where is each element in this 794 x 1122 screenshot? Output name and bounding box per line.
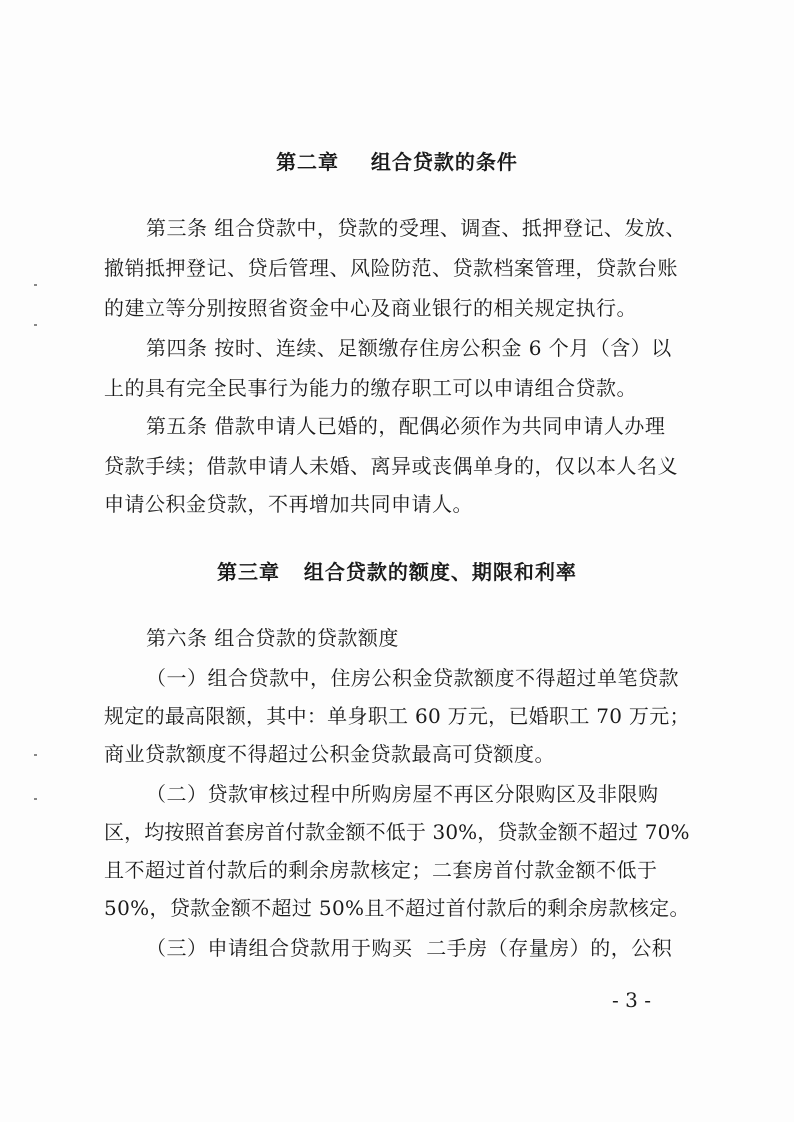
scan-speck	[34, 324, 37, 326]
chapter-2-heading: 第二章 组合贷款的条件	[276, 150, 518, 174]
article-3-line-3: 的建立等分别按照省资金中心及商业银行的相关规定执行。	[104, 296, 637, 320]
scan-speck	[34, 284, 37, 286]
chapter-3-heading: 第三章 组合贷款的额度、期限和利率	[217, 560, 577, 584]
article-6-item-2-line-4: 50%，贷款金额不超过 50%且不超过首付款后的剩余房款核定。	[104, 896, 690, 920]
article-6-item-1-line-3: 商业贷款额度不得超过公积金贷款最高可贷额度。	[104, 742, 555, 766]
scan-speck	[34, 754, 37, 756]
article-6-item-1-line-1: （一）组合贷款中，住房公积金贷款额度不得超过单笔贷款	[146, 666, 679, 690]
article-3-line-2: 撤销抵押登记、贷后管理、风险防范、贷款档案管理，贷款台账	[104, 256, 678, 280]
scan-speck	[34, 798, 37, 800]
article-6-item-2-line-2: 区，均按照首套房首付款金额不低于 30%，贷款金额不超过 70%	[104, 820, 690, 844]
article-6-title: 第六条 组合贷款的贷款额度	[146, 626, 399, 650]
article-5-line-1: 第五条 借款申请人已婚的，配偶必须作为共同申请人办理	[146, 414, 666, 438]
article-6-item-3-line-1: （三）申请组合贷款用于购买 二手房（存量房）的，公积	[146, 936, 673, 960]
article-5-line-2: 贷款手续；借款申请人未婚、离异或丧偶单身的，仅以本人名义	[104, 454, 678, 478]
article-3-line-1: 第三条 组合贷款中，贷款的受理、调查、抵押登记、发放、	[146, 216, 686, 240]
article-4-line-1: 第四条 按时、连续、足额缴存住房公积金 6 个月（含）以	[146, 336, 672, 360]
article-6-item-1-line-2: 规定的最高限额，其中：单身职工 60 万元，已婚职工 70 万元；	[104, 704, 690, 728]
page-number: - 3 -	[612, 988, 651, 1012]
article-4-line-2: 上的具有完全民事行为能力的缴存职工可以申请组合贷款。	[104, 376, 637, 400]
article-6-item-2-line-1: （二）贷款审核过程中所购房屋不再区分限购区及非限购	[146, 782, 659, 806]
article-5-line-3: 申请公积金贷款，不再增加共同申请人。	[104, 492, 473, 516]
article-6-item-2-line-3: 且不超过首付款后的剩余房款核定；二套房首付款金额不低于	[104, 858, 658, 882]
